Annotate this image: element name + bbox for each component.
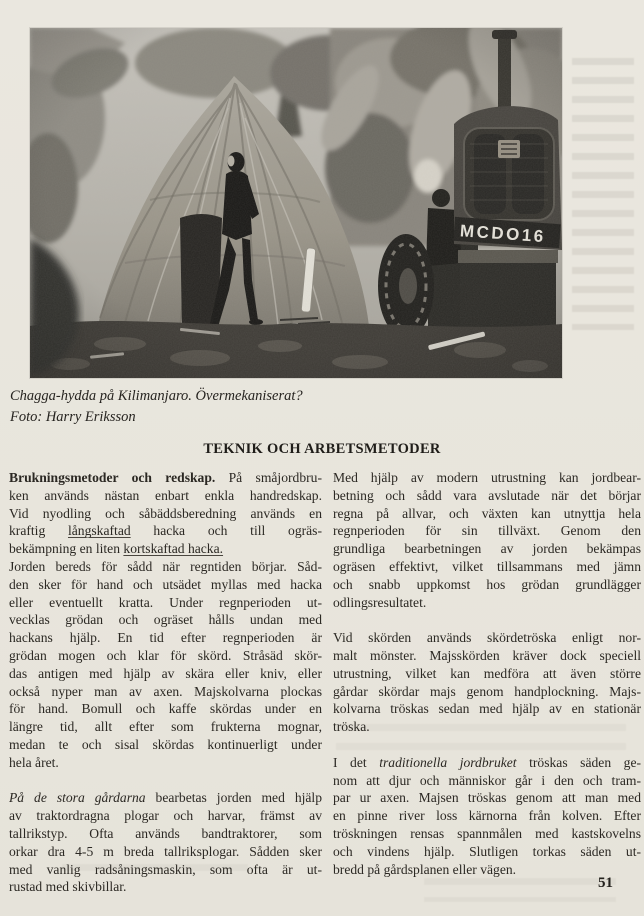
text-line: Med hjälp av modern utrustning kan jordbear- (333, 470, 641, 485)
text-line: ken används nästan enbart enkla handredskap. (9, 487, 322, 503)
text-line: Brukningsmetoder och redskap. På småjordbru- (9, 470, 322, 485)
text-line: ogräsen effektivt, vilket tillsammans med jämn (333, 558, 641, 574)
text-line: grundliga bearbetningen av jorden bekämpas (333, 541, 641, 557)
text-line: av traktordragna plogar och harvar, främst av (9, 808, 322, 824)
paragraph (333, 629, 641, 736)
text-line: rustad med skivbillar. (9, 879, 127, 895)
text-line: med vanlig radsåningsmaskin, som ofta är ut- (9, 861, 322, 877)
photo-caption (10, 386, 303, 428)
text-line: tröskningen rensas spannmålen med kastskovelns (333, 825, 641, 841)
text-line: bredd på gårdsplanen eller vägen. (333, 861, 517, 877)
text-line: vecklas grödan och ogräset hålls undan med (9, 612, 322, 628)
text-line: par ur axen. Majsen tröskas genom att man med (333, 790, 641, 806)
text-line: betning och sådd vara avslutade när det börjar (333, 487, 641, 503)
paragraph (333, 754, 641, 879)
paragraph (333, 469, 641, 611)
text-line: och snabb uppkomst hos grödan grundlägger (333, 576, 641, 592)
text-line: och vindens hjälp. Slutligen torkas säden ut- (333, 843, 641, 859)
text-line: grödan mogen och klar för skörd. Stråsäd skör- (9, 647, 322, 663)
text-line: utrustning, vilket kan medföra att även större (333, 665, 641, 681)
page-number: 51 (598, 875, 613, 891)
bleed-through-marks (572, 58, 634, 330)
text-line: orkar dra 4-5 m breda tallriksplogar. Sådden sker (9, 843, 322, 859)
text-line: regnperioden för sin tillväxt. Genom den (333, 523, 641, 539)
text-line: Vid nyodling och såbäddsberedning används en (9, 505, 322, 521)
article-photo (30, 28, 562, 378)
caption-line-2: Foto: Harry Eriksson (10, 409, 136, 425)
text-line: bekämpning en liten kortskaftad hacka. (9, 541, 224, 557)
right-column (333, 469, 641, 878)
text-line: I det traditionella jordbruket tröskas säden ge- (333, 754, 641, 770)
text-line: Jorden bereds för sådd när regntiden börjar. Såd- (9, 558, 322, 574)
text-line: regna på allvar, och växten kan utnyttja hela (333, 505, 641, 521)
text-line: odlingsresultatet. (333, 594, 427, 610)
text-line: också nyper man av axen. Majskolvarna plockas (9, 683, 322, 699)
bleed-through-marks (424, 878, 616, 902)
text-line: malt mönster. Majsskörden kräver dock speciell (333, 647, 641, 663)
text-line: das antigen med hjälp av skära eller kniv, eller (9, 665, 322, 681)
text-line: Vid skörden används skördetröska enligt nor- (333, 630, 641, 646)
paragraph (9, 789, 322, 896)
text-line: gårdar skördar majs genom handplockning. Majs- (333, 683, 641, 699)
left-column (9, 469, 322, 896)
text-line: längre tid, allt efter som frukterna mognar, (9, 719, 322, 735)
text-line: tröska. (333, 719, 370, 735)
text-line: eller eventuellt kratta. Under regnperioden ut- (9, 594, 322, 610)
text-line: medan te och sisal skördas kontinuerligt under (9, 736, 322, 752)
caption-line-1: Chagga-hydda på Kilimanjaro. Övermekaniserat? (10, 388, 303, 404)
text-line: kolvarna tröskas sedan med hjälp av en stationär (333, 701, 641, 717)
text-line: kraftig långskaftad hacka och till ogräs- (9, 523, 322, 539)
text-line: en pinne river loss kärnorna från kolven. Efter (333, 808, 641, 824)
text-line: hackans hjälp. En tid efter regnperioden är (9, 630, 322, 646)
section-heading: TEKNIK OCH ARBETSMETODER (203, 441, 441, 457)
photo-illustration (30, 28, 562, 378)
paragraph (9, 469, 322, 558)
text-line: hela året. (9, 754, 59, 770)
text-line: för hand. Bomull och kaffe skördas under en (9, 701, 322, 717)
text-line: På de stora gårdarna bearbetas jorden med hjälp (9, 790, 322, 806)
paragraph (9, 558, 322, 772)
text-line: nom att djur och människor går i den och tram- (333, 772, 641, 788)
text-line: den sker för hand och utsädet myllas med hacka (9, 576, 322, 592)
text-line: tallrikstyp. Ofta används bandtraktorer, som (9, 825, 322, 841)
